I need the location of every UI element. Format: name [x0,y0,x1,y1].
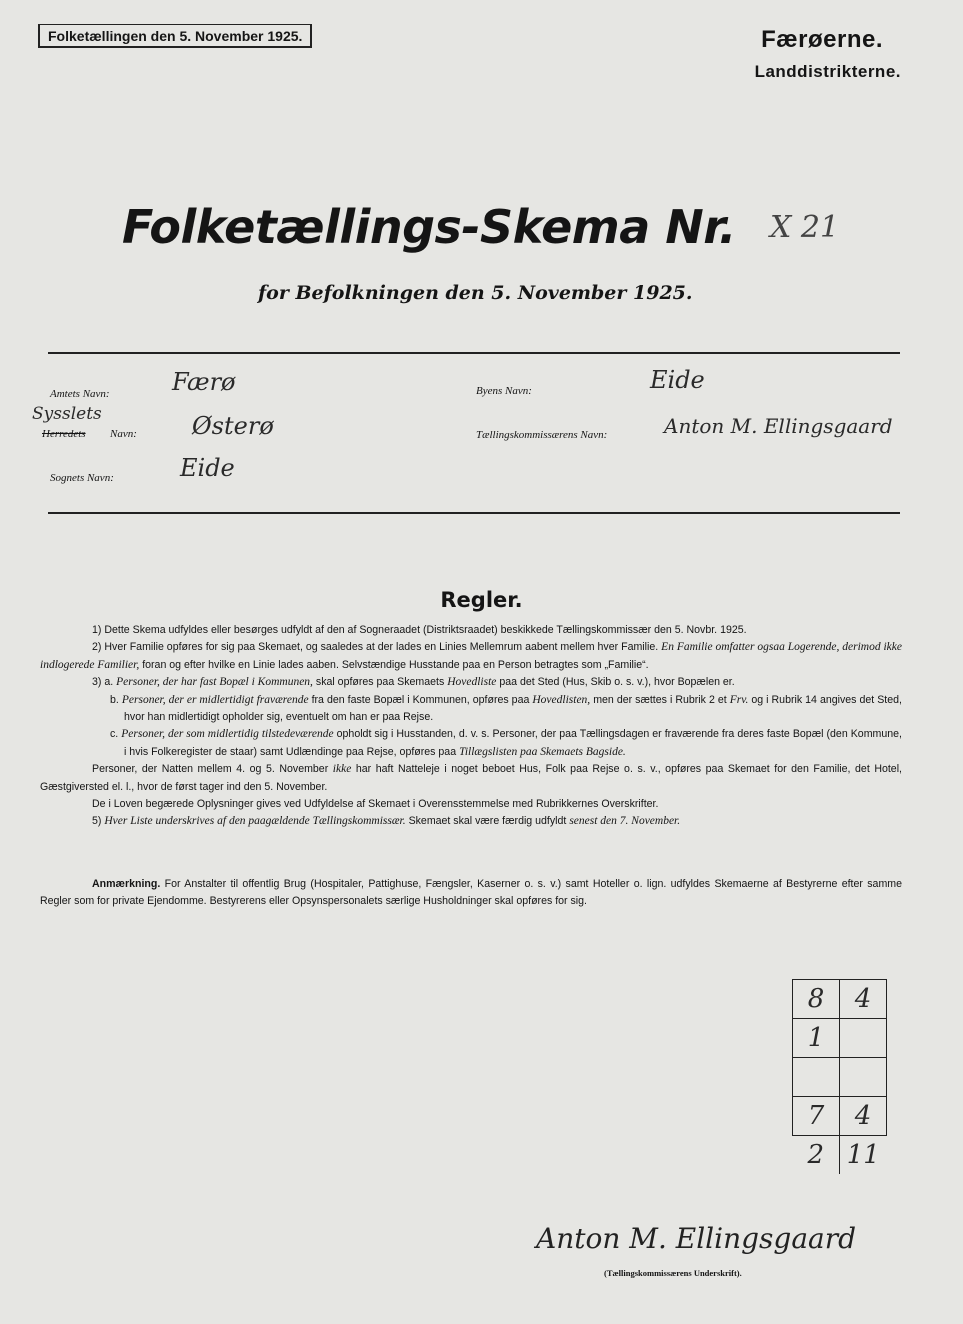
rule-2: 2) Hver Familie opføres for sig paa Skemaet, og saaledes at der lades en Linies Mellemrum aabent mellem hver Familie. En Familie omfatter ogsaa Logerende, derimod ikke indlogerede Familier, foran og efter hvilke en Linie lades aaben. Selvstændige Husstande paa en Person betragtes som „Familie“. [40,641,902,671]
rules-heading: Regler. [440,588,523,612]
tally-cell [793,1058,840,1097]
by-label: Byens Navn: [476,385,532,397]
census-date-label: Folketællingen den 5. November 1925. [38,24,312,48]
kommissaer-label: Tællingskommissærens Navn: [476,429,608,441]
tally-cell: 8 [793,980,840,1019]
kommissaer-value: Anton M. Ellingsgaard [664,414,893,438]
herred-label-handwritten: Sysslets [32,404,102,424]
signature-caption: (Tællingskommissærens Underskrift). [604,1268,742,1278]
rule-3b: b. Personer, der er midlertidigt fraværende fra den faste Bopæl i Kommunen, opføres paa Hovedlisten, men der sættes i Rubrik 2 et Frv. og i Rubrik 14 angives det Sted, hvor han midlertidigt opholder sig, eventuelt om han er paa Rejse. [110,693,902,724]
form-title: Folketællings-Skema Nr. [122,200,736,254]
subregion-title: Landdistrikterne. [754,62,901,81]
by-value: Eide [650,366,705,394]
tally-cell [840,1058,887,1097]
tally-cell: 1 [793,1019,840,1058]
sogn-value: Eide [180,454,235,482]
tally-row [793,980,887,1019]
tally-cell: 11 [846,1140,880,1170]
rules-text [40,622,902,831]
tally-cell: 4 [840,1097,887,1136]
rule-4: Personer, der Natten mellem 4. og 5. November ikke har haft Natteleje i noget beboet Hus, Folk paa Rejse o. s. v., opføres paa Skemaet for den Familie, det Hotel, Gæstgiversted el. l., hvor de først tager ind den 5. November. [40,763,902,793]
form-number-handwritten: X 21 [770,210,840,245]
rule-4b: De i Loven begærede Oplysninger gives ved Udfyldelse af Skemaet i Overensstemmelse med Rubrikkernes Overskrifter. [92,798,659,811]
signature-handwritten: Anton M. Ellingsgaard [536,1222,857,1255]
herred-value: Østerø [192,412,274,440]
herred-label-struck: Herredets [42,428,86,440]
rule-5: 5) Hver Liste underskrives af den paagældende Tællingskommissær. Skemaet skal være færdig udfyldt senest den 7. November. [92,815,681,828]
tally-cell: 4 [840,980,887,1019]
sogn-label: Sognets Navn: [50,472,114,484]
herred-label: Navn: [110,428,137,440]
amt-value: Færø [172,368,236,396]
rule-3c: c. Personer, der som midlertidig tilstedeværende opholdt sig i Husstanden, d. v. s. Personer, der paa Tællingsdagen er fraværende fra deres faste Bopæl (den Kommune, i hvis Folkeregister de staar) samt Udlændinge paa Rejse, opføres paa Tillægslisten paa Skemaets Bagside. [110,728,902,758]
tally-cell: 7 [793,1097,840,1136]
rule-3a: 3) a. Personer, der har fast Bopæl i Kommunen, skal opføres paa Skemaets Hovedliste paa det Sted (Hus, Skib o. s. v.), hvor Bopælen er. [92,676,735,689]
note-text: For Anstalter til offentlig Brug (Hospitaler, Pattighuse, Fængsler, Kaserner o. s. v.) samt Hoteller o. lign. udfyldes Skemaerne af Bestyrerne efter samme Regler som for private Ejendomme. Bestyrerens eller Opsynspersonalets særlige Husholdninger skal opføres for sig. [40,878,902,908]
amt-label: Amtets Navn: [50,388,110,400]
divider-bottom [48,512,900,514]
herred-label-group [30,404,160,444]
tally-row-total [793,1136,887,1175]
tally-table [792,979,887,1174]
form-subtitle: for Befolkningen den 5. November 1925. [258,282,693,304]
region-title: Færøerne. [761,26,883,53]
note-label: Anmærkning. [92,878,161,890]
tally-cell: 2 [793,1136,840,1175]
tally-cell [840,1019,887,1058]
tally-row [793,1019,887,1058]
note-block [40,876,902,911]
tally-row [793,1097,887,1136]
divider-top [48,352,900,354]
tally-row [793,1058,887,1097]
rule-1: 1) Dette Skema udfyldes eller besørges udfyldt af den af Sogneraadet (Distriktsraadet) beskikkede Tællingskommissær den 5. Novbr. 1925. [92,624,747,636]
